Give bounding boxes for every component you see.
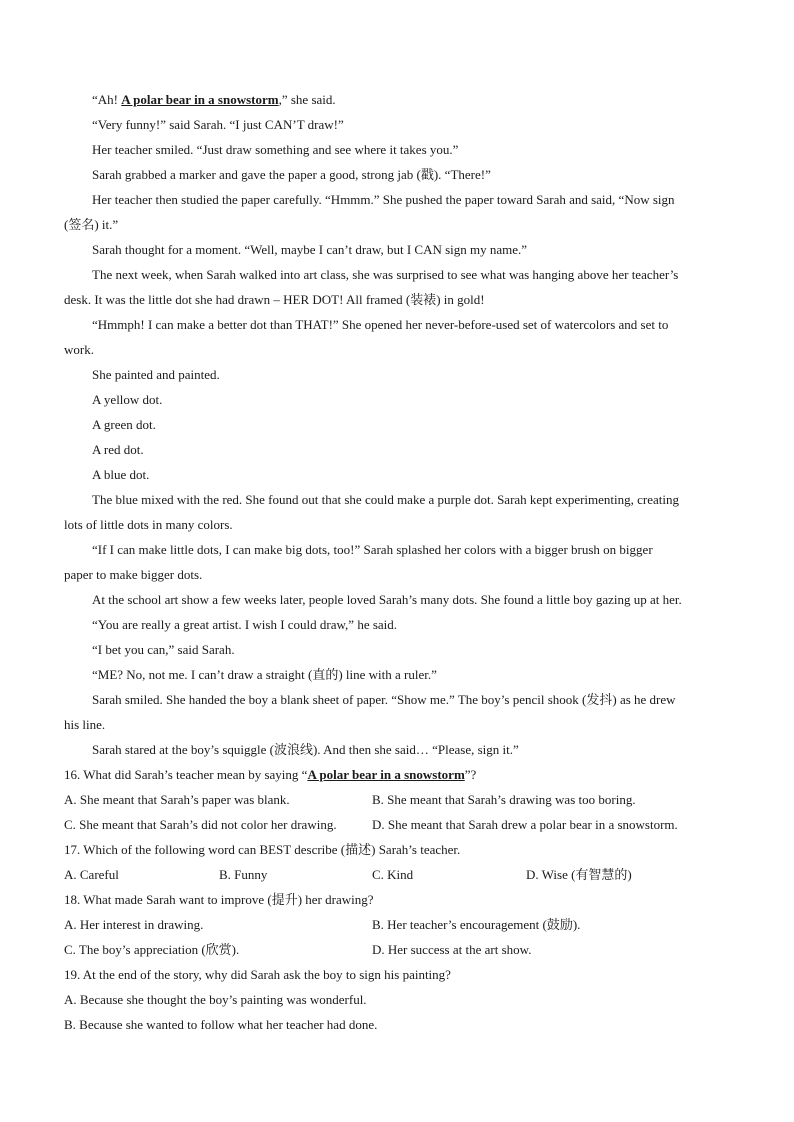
question-16 bbox=[64, 766, 476, 784]
story-line: his line. bbox=[64, 717, 106, 732]
option-a: A. Her interest in drawing. bbox=[64, 917, 204, 932]
quote-end: ,” she said. bbox=[278, 92, 336, 107]
story-line: At the school art show a few weeks later, people loved Sarah’s many dots. She found a little boy gazing up at her. bbox=[92, 592, 682, 607]
option-b: B. Because she wanted to follow what her teacher had done. bbox=[64, 1017, 378, 1032]
option-d: D. Wise (有智慧的) bbox=[526, 867, 632, 882]
question-17: 17. Which of the following word can BEST describe (描述) Sarah’s teacher. bbox=[64, 842, 461, 857]
story-line: “Hmmph! I can make a better dot than THAT!” She opened her never-before-used set of watercolors and set to bbox=[92, 317, 669, 332]
option-c: C. She meant that Sarah’s did not color her drawing. bbox=[64, 817, 337, 832]
option-c: C. Kind bbox=[372, 867, 414, 882]
story-line: She painted and painted. bbox=[92, 367, 220, 382]
option-d: D. Her success at the art show. bbox=[372, 942, 532, 957]
story-line: Sarah thought for a moment. “Well, maybe I can’t draw, but I CAN sign my name.” bbox=[92, 242, 528, 257]
underlined-phrase: A polar bear in a snowstorm bbox=[121, 92, 279, 107]
story-line: The next week, when Sarah walked into art class, she was surprised to see what was hanging above her teacher’s bbox=[92, 267, 679, 282]
question-18: 18. What made Sarah want to improve (提升) her drawing? bbox=[64, 892, 374, 907]
question-text: 16. What did Sarah’s teacher mean by saying “ bbox=[64, 767, 308, 782]
option-c: C. The boy’s appreciation (欣赏). bbox=[64, 942, 240, 957]
story-line: A yellow dot. bbox=[92, 392, 163, 407]
story-line: The blue mixed with the red. She found out that she could make a purple dot. Sarah kept experimenting, creating bbox=[92, 492, 679, 507]
question-19: 19. At the end of the story, why did Sarah ask the boy to sign his painting? bbox=[64, 967, 451, 982]
story-line: “You are really a great artist. I wish I could draw,” he said. bbox=[92, 617, 398, 632]
option-b: B. Funny bbox=[219, 867, 268, 882]
option-a: A. She meant that Sarah’s paper was blank. bbox=[64, 792, 290, 807]
story-line: “If I can make little dots, I can make big dots, too!” Sarah splashed her colors with a bigger brush on bigger bbox=[92, 542, 653, 557]
story-line: Her teacher smiled. “Just draw something and see where it takes you.” bbox=[92, 142, 459, 157]
story-line: paper to make bigger dots. bbox=[64, 567, 203, 582]
quote-start: “Ah! bbox=[92, 92, 122, 107]
story-line bbox=[92, 91, 336, 109]
story-line: A blue dot. bbox=[92, 467, 150, 482]
story-line: Sarah smiled. She handed the boy a blank sheet of paper. “Show me.” The boy’s pencil shook (发抖) as he drew bbox=[92, 692, 676, 707]
story-line: Sarah grabbed a marker and gave the paper a good, strong jab (戳). “There!” bbox=[92, 167, 491, 182]
story-line: “Very funny!” said Sarah. “I just CAN’T draw!” bbox=[92, 117, 344, 132]
story-line: “ME? No, not me. I can’t draw a straight (直的) line with a ruler.” bbox=[92, 667, 437, 682]
option-a: A. Because she thought the boy’s painting was wonderful. bbox=[64, 992, 367, 1007]
story-line: A green dot. bbox=[92, 417, 156, 432]
story-line: desk. It was the little dot she had drawn – HER DOT! All framed (装裱) in gold! bbox=[64, 292, 485, 307]
option-b: B. She meant that Sarah’s drawing was too boring. bbox=[372, 792, 636, 807]
option-b: B. Her teacher’s encouragement (鼓励). bbox=[372, 917, 581, 932]
story-line: (签名) it.” bbox=[64, 217, 119, 232]
option-a: A. Careful bbox=[64, 867, 119, 882]
underlined-phrase: A polar bear in a snowstorm bbox=[307, 767, 465, 782]
story-line: Sarah stared at the boy’s squiggle (波浪线). And then she said… “Please, sign it.” bbox=[92, 742, 519, 757]
option-d: D. She meant that Sarah drew a polar bear in a snowstorm. bbox=[372, 817, 678, 832]
story-line: work. bbox=[64, 342, 94, 357]
story-line: Her teacher then studied the paper carefully. “Hmmm.” She pushed the paper toward Sarah and said, “Now sign bbox=[92, 192, 675, 207]
story-line: lots of little dots in many colors. bbox=[64, 517, 233, 532]
story-line: “I bet you can,” said Sarah. bbox=[92, 642, 235, 657]
question-text-end: ”? bbox=[464, 767, 477, 782]
story-line: A red dot. bbox=[92, 442, 144, 457]
